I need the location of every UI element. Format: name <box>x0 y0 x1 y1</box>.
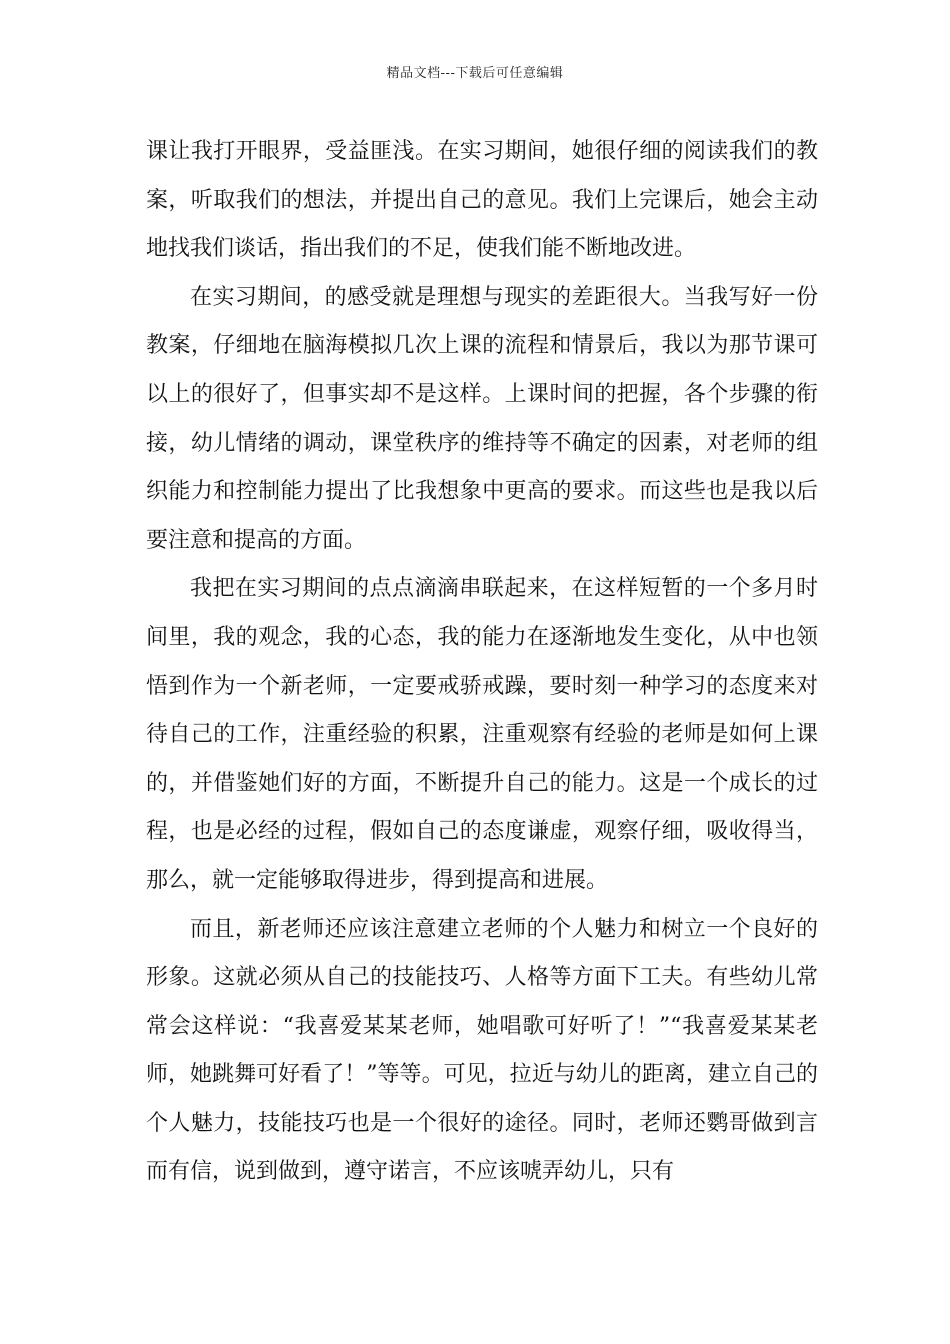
paragraph-4: 而且，新老师还应该注意建立老师的个人魅力和树立一个良好的形象。这就必须从自己的技能技巧、人格等方面下工夫。有些幼儿常常会这样说：“我喜爱某某老师，她唱歌可好听了！”“我喜爱某某老师，她跳舞可好看了！”等等。可见，拉近与幼儿的距离，建立自己的个人魅力，技能技巧也是一个很好的途径。同时，老师还鹦哥做到言而有信，说到做到，遵守诺言，不应该唬弄幼儿，只有 <box>146 916 818 1185</box>
document-header: 精品文档---下载后可任意编辑 <box>386 66 564 81</box>
paragraph-3: 我把在实习期间的点点滴滴串联起来，在这样短暂的一个多月时间里，我的观念，我的心态，我的能力在逐渐地发生变化，从中也领悟到作为一个新老师，一定要戒骄戒躁，要时刻一种学习的态度来对待自己的工作，注重经验的积累，注重观察有经验的老师是如何上课的，并借鉴她们好的方面，不断提升自己的能力。这是一个成长的过程，也是必经的过程，假如自己的态度谦虚，观察仔细，吸收得当，那么，就一定能够取得进步，得到提高和进展。 <box>146 576 818 893</box>
document-body <box>146 128 818 1197</box>
paragraph-1: 课让我打开眼界，受益匪浅。在实习期间，她很仔细的阅读我们的教案，听取我们的想法，并提出自己的意见。我们上完课后，她会主动地找我们谈话，指出我们的不足，使我们能不断地改进。 <box>146 139 818 262</box>
paragraph-2: 在实习期间，的感受就是理想与现实的差距很大。当我写好一份教案，仔细地在脑海模拟几次上课的流程和情景后，我以为那节课可以上的很好了，但事实却不是这样。上课时间的把握，各个步骤的衔接，幼儿情绪的调动，课堂秩序的维持等不确定的因素，对老师的组织能力和控制能力提出了比我想象中更高的要求。而这些也是我以后要注意和提高的方面。 <box>146 284 818 553</box>
